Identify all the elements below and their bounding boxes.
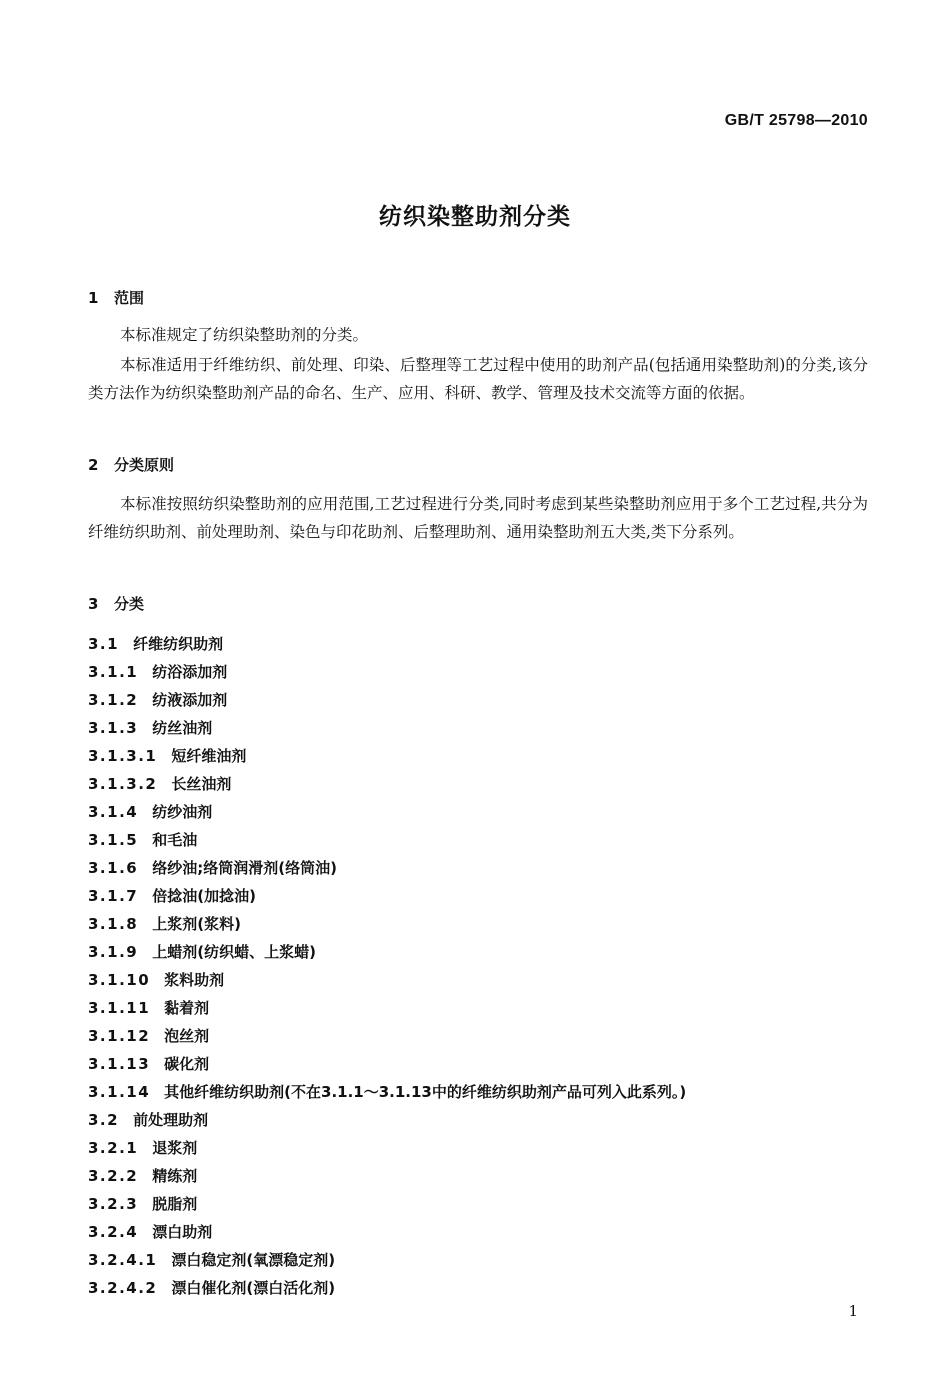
classification-item: 3.1.7 倍捻油(加捻油) <box>88 887 256 905</box>
classification-item: 3.1.3.1 短纤维油剂 <box>88 747 247 765</box>
section-number: 2 <box>88 456 99 474</box>
classification-item: 3.1.3.2 长丝油剂 <box>88 775 232 793</box>
classification-item: 3.1.13 碳化剂 <box>88 1055 210 1073</box>
section-heading-classification <box>88 593 144 614</box>
classification-item: 3.1.12 泡丝剂 <box>88 1027 210 1045</box>
classification-item: 3.2.4 漂白助剂 <box>88 1223 213 1241</box>
classification-item: 3.1.3 纺丝油剂 <box>88 719 213 737</box>
section-title: 分类原则 <box>114 456 175 474</box>
classification-list <box>88 630 686 1302</box>
classification-item: 3.1.11 黏着剂 <box>88 999 210 1017</box>
section-title: 分类 <box>114 595 145 613</box>
paragraph-scope-1: 本标准规定了纺织染整助剂的分类。 <box>120 326 369 344</box>
section-number: 3 <box>88 595 99 613</box>
classification-item: 3.2.4.1 漂白稳定剂(氧漂稳定剂) <box>88 1251 336 1269</box>
paragraph-scope-2: 本标准适用于纤维纺织、前处理、印染、后整理等工艺过程中使用的助剂产品(包括通用染整助剂)的分类,该分类方法作为纺织染整助剂产品的命名、生产、应用、科研、教学、管理及技术交流等方面的依据。 <box>88 356 868 402</box>
classification-item: 3.1.5 和毛油 <box>88 831 198 849</box>
classification-item: 3.2.2 精练剂 <box>88 1167 198 1185</box>
classification-item: 3.1 纤维纺织助剂 <box>88 635 224 653</box>
paragraph-principle: 本标准按照纺织染整助剂的应用范围,工艺过程进行分类,同时考虑到某些染整助剂应用于多个工艺过程,共分为纤维纺织助剂、前处理助剂、染色与印花助剂、后整理助剂、通用染整助剂五大类,类下分系列。 <box>88 495 868 541</box>
classification-item: 3.2.1 退浆剂 <box>88 1139 198 1157</box>
classification-item: 3.1.1 纺浴添加剂 <box>88 663 228 681</box>
section-heading-principle <box>88 454 174 475</box>
classification-item: 3.1.2 纺液添加剂 <box>88 691 228 709</box>
section-title: 范围 <box>114 289 145 307</box>
standard-code: GB/T 25798—2010 <box>724 112 868 129</box>
section-number: 1 <box>88 289 99 307</box>
classification-item: 3.1.8 上浆剂(浆料) <box>88 915 241 933</box>
classification-item: 3.1.9 上蜡剂(纺织蜡、上浆蜡) <box>88 943 316 961</box>
classification-item: 3.1.4 纺纱油剂 <box>88 803 213 821</box>
page-number: 1 <box>848 1302 858 1320</box>
document-title: 纺织染整助剂分类 <box>379 204 571 230</box>
section-heading-scope <box>88 287 144 308</box>
classification-item: 3.1.10 浆料助剂 <box>88 971 225 989</box>
classification-item: 3.2 前处理助剂 <box>88 1111 209 1129</box>
classification-item: 3.2.3 脱脂剂 <box>88 1195 198 1213</box>
classification-item: 3.2.4.2 漂白催化剂(漂白活化剂) <box>88 1279 336 1297</box>
classification-item: 3.1.14 其他纤维纺织助剂(不在3.1.1～3.1.13中的纤维纺织助剂产品可列入此系列。) <box>88 1083 687 1101</box>
classification-item: 3.1.6 络纱油;络筒润滑剂(络筒油) <box>88 859 337 877</box>
